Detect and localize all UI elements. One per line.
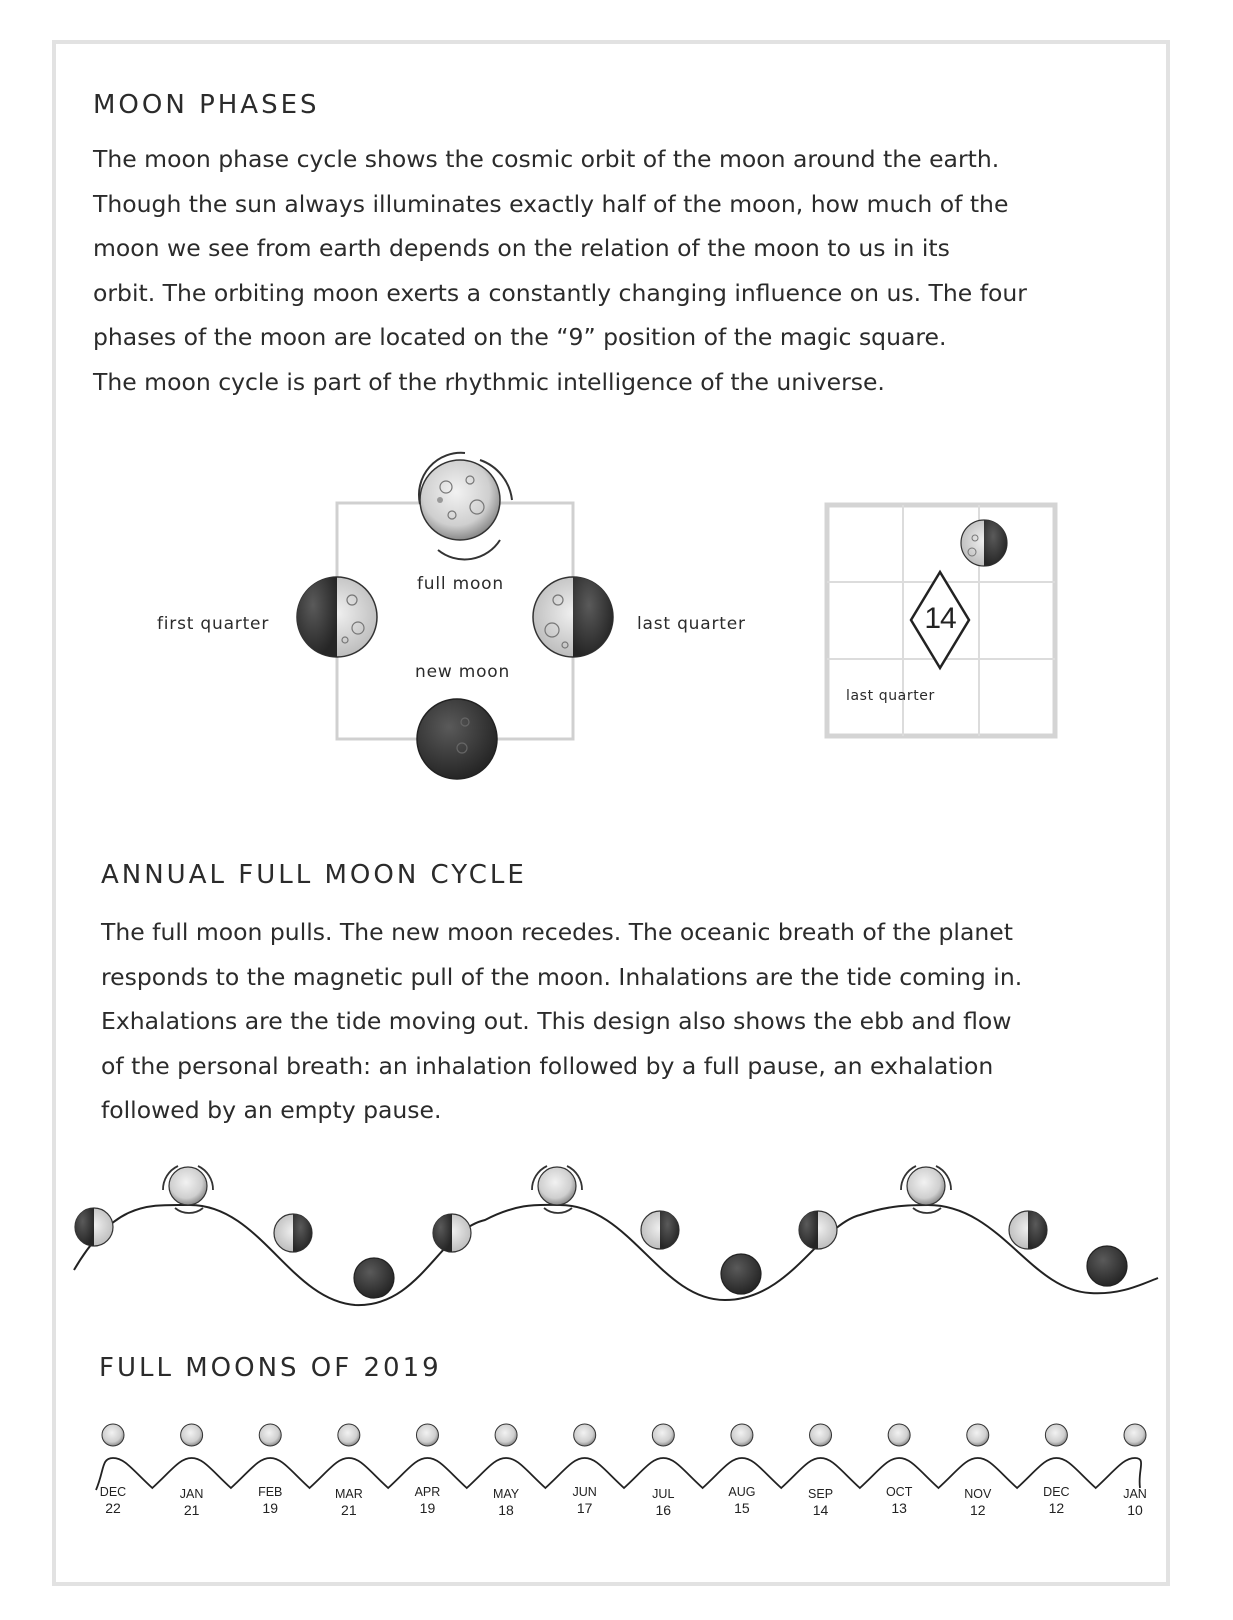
- date-day: 21: [341, 1502, 357, 1518]
- date-month: NOV: [964, 1487, 992, 1501]
- full-moon-date: [1100, 1486, 1170, 1518]
- full-moon-small-icon: [1045, 1424, 1067, 1446]
- date-month: DEC: [99, 1485, 127, 1499]
- date-month: APR: [414, 1485, 441, 1499]
- full-moon-date: [157, 1486, 227, 1518]
- full-moon-small-icon: [338, 1424, 360, 1446]
- full-moon-date: [235, 1484, 305, 1516]
- paragraph-line: The full moon pulls. The new moon recedes. The oceanic breath of the planet: [101, 918, 1013, 946]
- date-day: 17: [576, 1500, 593, 1516]
- date-month: MAR: [334, 1487, 363, 1501]
- date-day: 18: [498, 1502, 514, 1518]
- full-moon-small-icon: [416, 1424, 438, 1446]
- date-month: MAY: [492, 1487, 520, 1501]
- date-day: 13: [891, 1500, 907, 1516]
- paragraph-line: moon we see from earth depends on the relation of the moon to us in its: [93, 234, 950, 263]
- paragraph-line: phases of the moon are located on the “9” position of the magic square.: [93, 323, 947, 352]
- paragraph-line: orbit. The orbiting moon exerts a constantly changing influence on us. The four: [93, 278, 1027, 307]
- full-moon-small-icon: [888, 1424, 910, 1446]
- label-last-quarter: last quarter: [637, 614, 746, 634]
- paragraph-line: responds to the magnetic pull of the moon. Inhalations are the tide coming in.: [101, 962, 1023, 991]
- full-moon-small-icon: [967, 1424, 989, 1446]
- label-new-moon: new moon: [415, 662, 511, 682]
- full-moon-small-icon: [652, 1424, 674, 1446]
- magic-square-number: 14: [924, 602, 956, 635]
- square-label-last-quarter: last quarter: [846, 688, 935, 704]
- paragraph-line: of the personal breath: an inhalation followed by a full pause, an exhalation: [101, 1051, 994, 1080]
- paragraph-line: The moon phase cycle shows the cosmic orbit of the moon around the earth.: [93, 145, 1000, 173]
- full-moon-small-icon: [731, 1424, 753, 1446]
- full-moon-date: [707, 1484, 777, 1516]
- full-moon-small-icon: [259, 1424, 281, 1446]
- full-moon-date: [471, 1486, 541, 1518]
- full-moon-small-icon: [495, 1424, 517, 1446]
- date-day: 12: [969, 1502, 986, 1518]
- date-day: 14: [812, 1502, 829, 1518]
- paragraph-line: Though the sun always illuminates exactly half of the moon, how much of the: [93, 189, 1009, 218]
- date-day: 21: [183, 1502, 200, 1518]
- date-month: FEB: [258, 1485, 283, 1499]
- date-day: 10: [1127, 1502, 1143, 1518]
- full-moon-small-icon: [181, 1424, 203, 1446]
- full-moon-date: [943, 1486, 1013, 1518]
- date-month: OCT: [885, 1485, 913, 1499]
- full-moon-date: [392, 1484, 462, 1516]
- full-moons-title: FULL MOONS OF 2019: [99, 1353, 442, 1383]
- date-month: JAN: [179, 1487, 204, 1501]
- date-month: JAN: [1123, 1487, 1147, 1501]
- full-moon-small-icon: [102, 1424, 124, 1446]
- date-month: DEC: [1043, 1485, 1070, 1499]
- full-moon-date: [786, 1486, 856, 1518]
- full-moon-date: [78, 1484, 148, 1516]
- date-month: JUL: [652, 1487, 675, 1501]
- paragraph-line: followed by an empty pause.: [101, 1096, 442, 1125]
- date-day: 12: [1048, 1500, 1065, 1516]
- date-day: 19: [262, 1500, 278, 1516]
- full-moon-date: [550, 1484, 620, 1516]
- full-moon-date: [1021, 1484, 1091, 1516]
- label-full-moon: full moon: [417, 574, 504, 594]
- full-moon-small-icon: [810, 1424, 832, 1446]
- full-moon-date: [864, 1484, 934, 1516]
- paragraph-line: The moon cycle is part of the rhythmic intelligence of the universe.: [93, 367, 885, 396]
- full-moon-small-icon: [1124, 1424, 1146, 1446]
- date-day: 19: [419, 1500, 436, 1516]
- date-month: JUN: [572, 1485, 597, 1499]
- annual-cycle-title: ANNUAL FULL MOON CYCLE: [101, 860, 527, 890]
- full-moon-date: [628, 1486, 698, 1518]
- date-day: 15: [734, 1500, 750, 1516]
- full-moon-small-icon: [574, 1424, 596, 1446]
- date-day: 22: [105, 1500, 121, 1516]
- full-moon-date: [314, 1486, 384, 1518]
- paragraph-line: Exhalations are the tide moving out. This design also shows the ebb and flow: [101, 1007, 1012, 1036]
- date-day: 16: [655, 1502, 672, 1518]
- date-month: SEP: [808, 1487, 834, 1501]
- label-first-quarter: first quarter: [157, 614, 270, 634]
- moon-phases-title: MOON PHASES: [93, 90, 320, 120]
- date-month: AUG: [728, 1485, 756, 1499]
